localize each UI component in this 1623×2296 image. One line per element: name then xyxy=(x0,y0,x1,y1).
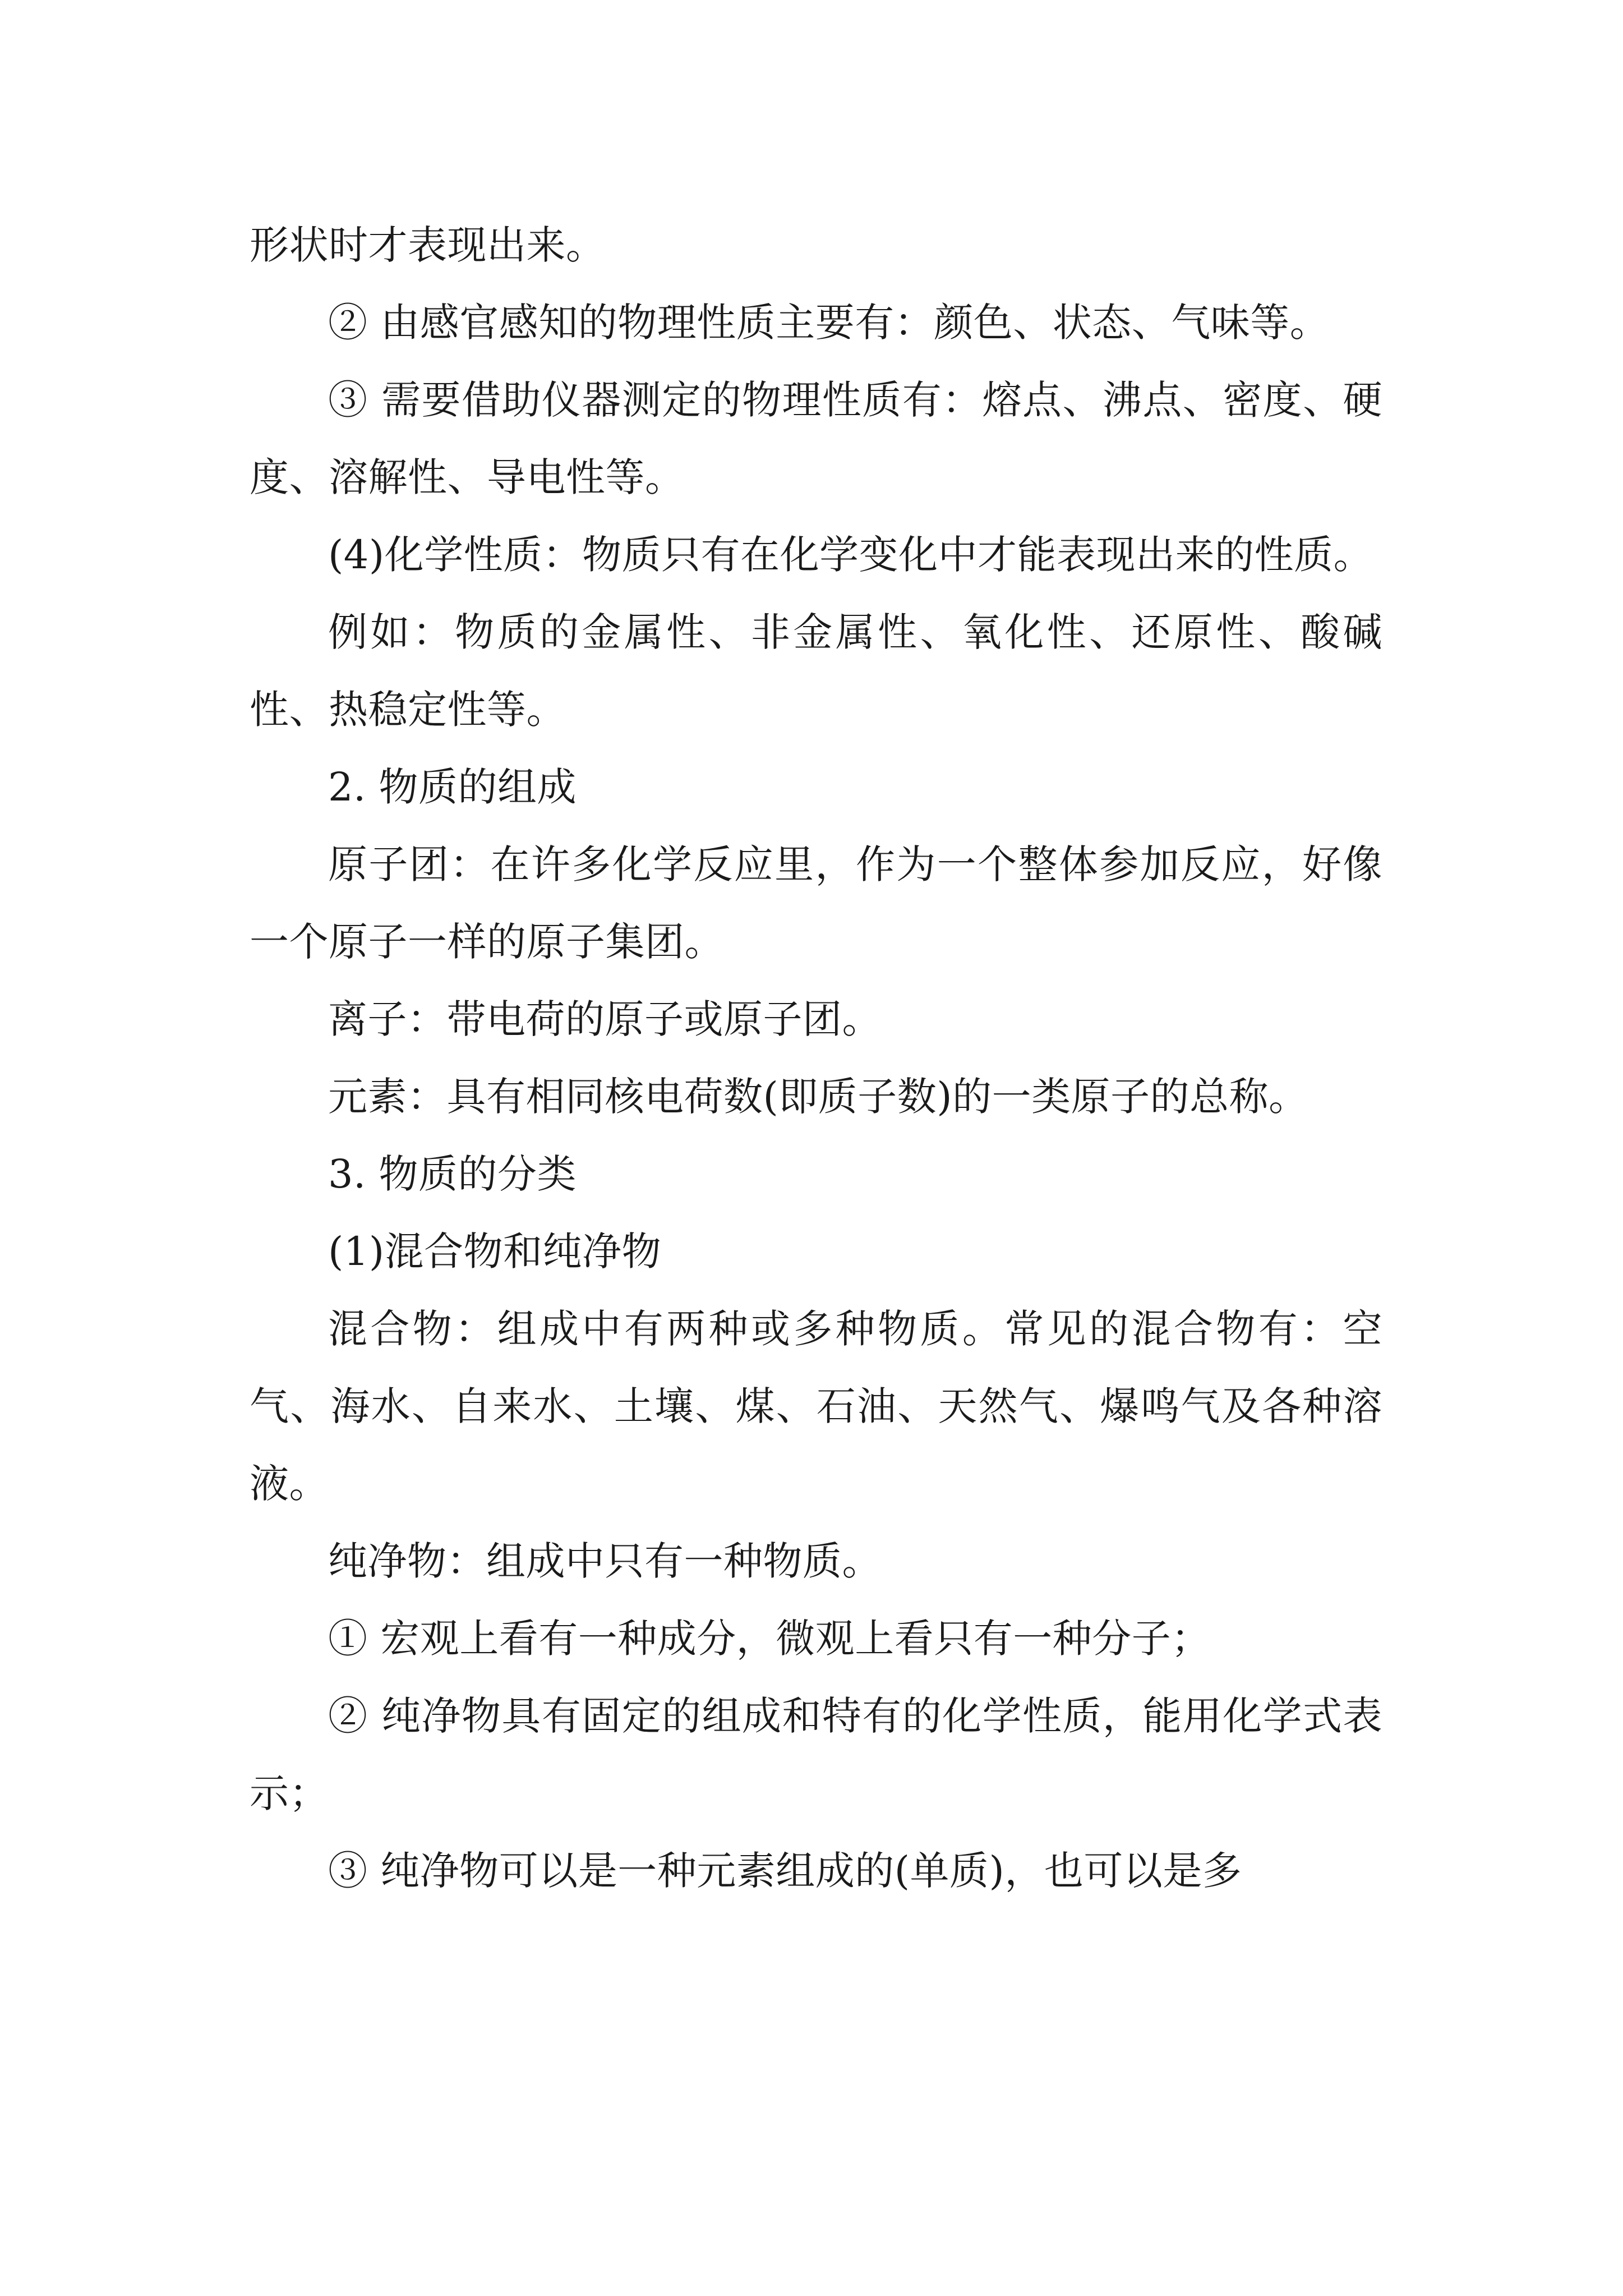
heading-classification: 3. 物质的分类 xyxy=(328,1151,577,1197)
paragraph-ion: 离子：带电荷的原子或原子团。 xyxy=(328,996,882,1042)
paragraph-pure-point-2: ② 纯净物具有固定的组成和特有的化学性质，能用化学式表示； xyxy=(250,1693,1382,1816)
paragraph-mixture: 混合物：组成中有两种或多种物质。常见的混合物有：空气、海水、自来水、土壤、煤、石油、天然气、爆鸣气及各种溶液。 xyxy=(250,1306,1382,1507)
paragraph-chemical-properties: (4)化学性质：物质只有在化学变化中才能表现出来的性质。 xyxy=(328,532,1373,578)
subheading-mixture-pure: (1)混合物和纯净物 xyxy=(328,1228,662,1274)
heading-composition: 2. 物质的组成 xyxy=(328,764,577,810)
paragraph-chemical-examples: 例如：物质的金属性、非金属性、氧化性、还原性、酸碱性、热稳定性等。 xyxy=(250,609,1382,733)
document-body xyxy=(250,206,1382,1910)
paragraph-atomic-group: 原子团：在许多化学反应里，作为一个整体参加反应，好像一个原子一样的原子集团。 xyxy=(250,841,1382,965)
paragraph-instrument-properties: ③ 需要借助仪器测定的物理性质有：熔点、沸点、密度、硬度、溶解性、导电性等。 xyxy=(250,377,1382,500)
paragraph-pure-point-3: ③ 纯净物可以是一种元素组成的(单质)，也可以是多 xyxy=(328,1848,1242,1894)
paragraph-pure-point-1: ① 宏观上看有一种成分，微观上看只有一种分子； xyxy=(328,1616,1211,1662)
paragraph-sensory-properties: ② 由感官感知的物理性质主要有：颜色、状态、气味等。 xyxy=(328,300,1330,346)
paragraph-element: 元素：具有相同核电荷数(即质子数)的一类原子的总称。 xyxy=(328,1074,1308,1120)
paragraph-continuation: 形状时才表现出来。 xyxy=(250,222,606,268)
paragraph-pure-substance: 纯净物：组成中只有一种物质。 xyxy=(328,1538,882,1584)
